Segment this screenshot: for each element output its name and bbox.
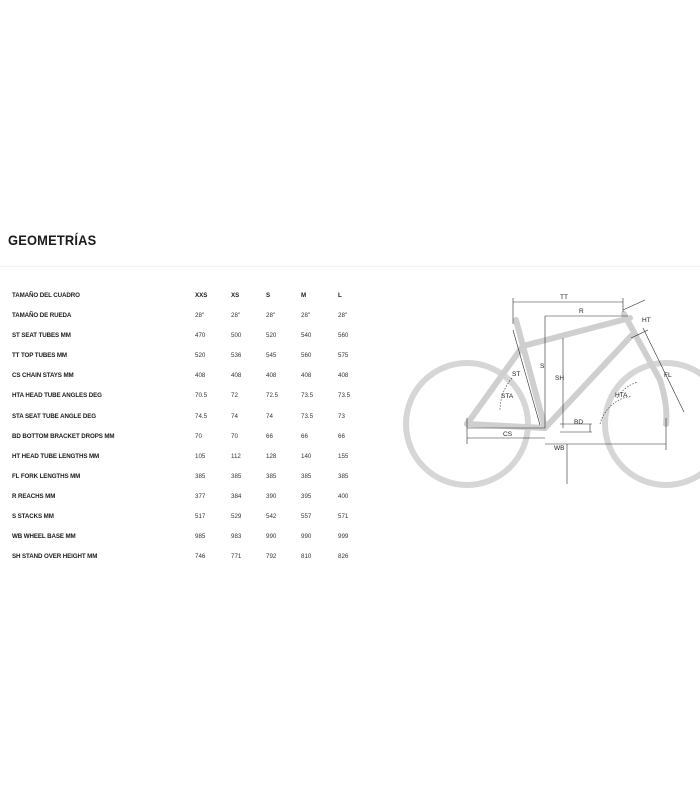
table-cell: 408 [195,372,206,380]
table-row [12,507,362,527]
table-cell: 73.5 [301,392,314,400]
table-cell: 28" [338,312,348,320]
table-cell: 529 [231,513,242,521]
table-row [12,547,362,567]
label-cs: CS [503,431,513,438]
table-cell: 520 [266,332,277,340]
table-cell: 575 [338,352,349,360]
label-ht: HT [642,317,651,324]
table-cell: 74.5 [195,412,208,420]
table-cell: 400 [338,492,349,500]
size-header: XXS [195,292,208,299]
table-cell: 571 [338,513,349,521]
ht-leader-top [623,300,645,310]
row-label: HT HEAD TUBE LENGTHS MM [12,452,100,460]
table-row [12,326,362,346]
table-cell: 385 [231,472,242,480]
table-cell: 395 [301,492,312,500]
table-cell: 74 [231,412,238,420]
table-header-row [12,286,362,306]
bike-geometry-svg [400,286,700,486]
table-cell: 66 [266,432,273,440]
row-label: ST SEAT TUBES MM [12,332,71,340]
table-cell: 390 [266,492,277,500]
geometry-table [12,286,362,567]
label-hta: HTA [615,392,628,399]
table-cell: 560 [301,352,312,360]
table-cell: 470 [195,332,206,340]
table-cell: 112 [231,452,241,460]
table-cell: 542 [266,513,277,521]
table-row [12,527,362,547]
table-cell: 72 [231,392,238,400]
row-label: TT TOP TUBES MM [12,352,67,360]
table-cell: 73.5 [338,392,351,400]
table-cell: 66 [301,432,308,440]
table-cell: 746 [195,553,206,561]
table-cell: 73 [338,412,345,420]
table-cell: 540 [301,332,312,340]
divider [0,266,700,267]
table-cell: 771 [231,553,242,561]
table-row [12,467,362,487]
dimension-lines [467,298,684,484]
table-row [12,407,362,427]
table-cell: 66 [338,432,345,440]
table-cell: 140 [301,452,312,460]
table-cell: 70 [195,432,202,440]
table-cell: 384 [231,492,242,500]
seat-tube [516,320,545,428]
table-cell: 70 [231,432,238,440]
table-cell: 105 [195,452,206,460]
table-cell: 385 [301,472,312,480]
table-cell: 408 [338,372,349,380]
row-label: BD BOTTOM BRACKET DROPS MM [12,432,115,440]
table-cell: 73.5 [301,412,314,420]
table-cell: 810 [301,553,312,561]
table-row [12,487,362,507]
page-title: GEOMETRÍAS [8,232,97,248]
table-cell: 408 [301,372,312,380]
table-cell: 377 [195,492,206,500]
table-row [12,447,362,467]
front-wheel [605,363,700,485]
table-cell: 385 [195,472,206,480]
row-label: STA SEAT TUBE ANGLE DEG [12,412,96,420]
label-r: R [579,308,584,315]
label-bd: BD [574,419,584,426]
header-label: TAMAÑO DEL CUADRO [12,292,80,299]
bike-geometry-diagram [400,286,700,486]
table-cell: 545 [266,352,277,360]
table-cell: 72.5 [266,392,279,400]
row-label: SH STAND OVER HEIGHT MM [12,553,98,561]
label-fl: FL [664,372,672,379]
table-cell: 557 [301,513,312,521]
table-cell: 408 [231,372,242,380]
table-cell: 792 [266,553,277,561]
table-cell: 517 [195,513,206,521]
label-tt: TT [560,294,568,301]
table-cell: 990 [266,533,277,541]
table-cell: 999 [338,533,349,541]
row-label: FL FORK LENGTHS MM [12,472,81,480]
label-s: S [540,363,545,370]
row-label: CS CHAIN STAYS MM [12,372,74,380]
table-cell: 500 [231,332,242,340]
size-header: S [266,292,271,299]
size-header: XS [231,292,240,299]
label-sh: SH [555,375,565,382]
label-sta: STA [501,393,514,400]
table-cell: 28" [195,312,205,320]
label-st: ST [512,371,521,378]
table-row [12,346,362,366]
size-header: M [301,292,307,299]
table-cell: 28" [301,312,311,320]
table-cell: 560 [338,332,349,340]
table-cell: 536 [231,352,242,360]
row-label: S STACKS MM [12,513,54,521]
table-cell: 983 [231,533,242,541]
table-cell: 985 [195,533,206,541]
table-cell: 520 [195,352,206,360]
table-cell: 74 [266,412,273,420]
row-label: TAMAÑO DE RUEDA [12,312,72,320]
row-label: R REACHS MM [12,492,56,500]
table-cell: 28" [266,312,276,320]
table-cell: 155 [338,452,349,460]
table-cell: 28" [231,312,241,320]
table-row [12,427,362,447]
table-cell: 826 [338,553,349,561]
fork-lower [660,380,666,424]
table-cell: 385 [266,472,277,480]
top-tube [523,318,630,346]
row-label: HTA HEAD TUBE ANGLES DEG [12,392,102,400]
table-cell: 385 [338,472,349,480]
table-row [12,386,362,406]
table-cell: 128 [266,452,277,460]
size-header: L [338,292,342,299]
chain-stay [467,424,545,428]
label-wb: WB [554,445,565,452]
table-cell: 990 [301,533,312,541]
table-cell: 70.5 [195,392,208,400]
table-cell: 408 [266,372,277,380]
fork-upper [636,336,660,380]
row-label: WB WHEEL BASE MM [12,533,76,541]
table-row [12,306,362,326]
table-row [12,366,362,386]
